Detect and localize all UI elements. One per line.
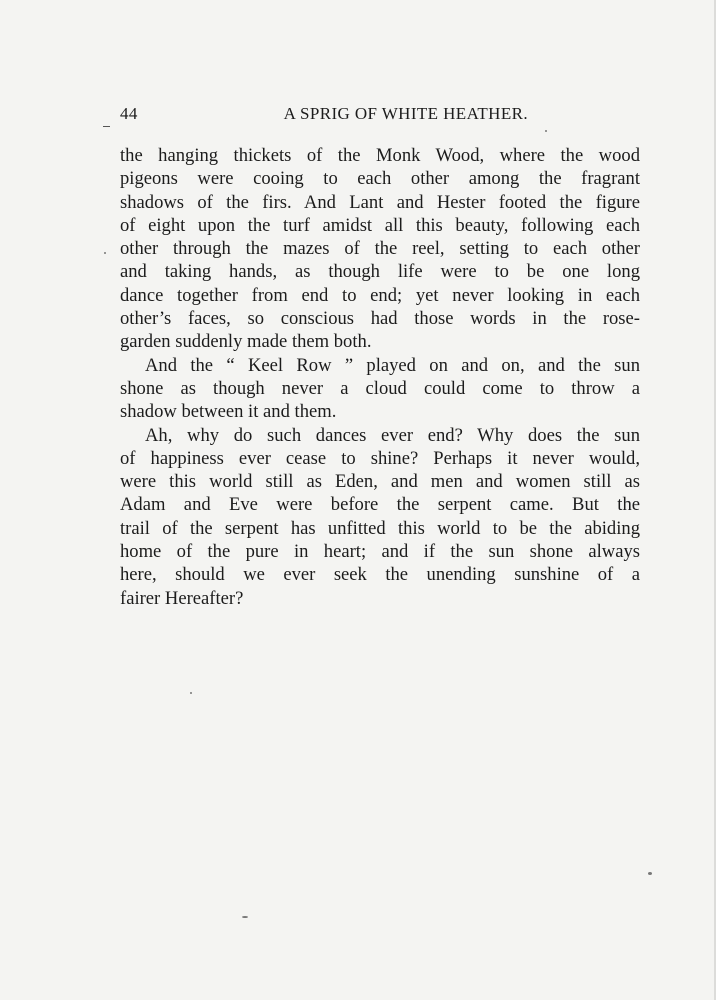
- text-line: pigeons were cooing to each other among the fragrant: [120, 168, 640, 190]
- running-head: [120, 104, 528, 128]
- text-line: garden suddenly made them both.: [120, 331, 372, 353]
- page-number: 44: [120, 104, 138, 123]
- text-line: of eight upon the turf amidst all this beauty, following each: [120, 214, 640, 236]
- text-line: other’s faces, so conscious had those words in the rose-: [120, 308, 640, 330]
- paragraph: [120, 424, 640, 610]
- text-line: dance together from end to end; yet never looking in each: [120, 284, 640, 306]
- paragraph: [120, 144, 640, 354]
- text-line: Ah, why do such dances ever end? Why does the sun: [145, 424, 640, 446]
- scan-speck: [190, 692, 192, 694]
- text-line: home of the pure in heart; and if the sun shone always: [120, 541, 640, 563]
- text-line: were this world still as Eden, and men and women still as: [120, 471, 640, 493]
- scan-speck: [648, 872, 652, 875]
- text-line: shadow between it and them.: [120, 401, 337, 423]
- text-line: And the “ Keel Row ” played on and on, and the sun: [145, 354, 640, 376]
- text-line: other through the mazes of the reel, setting to each other: [120, 238, 640, 260]
- text-line: shone as though never a cloud could come to throw a: [120, 377, 640, 399]
- text-line: here, should we ever seek the unending sunshine of a: [120, 564, 640, 586]
- scan-speck: [545, 130, 547, 132]
- text-line: trail of the serpent has unfitted this world to be the abiding: [120, 517, 640, 539]
- text-line: fairer Hereafter?: [120, 587, 244, 609]
- scan-speck: [104, 252, 106, 254]
- scan-speck: [242, 916, 248, 918]
- text-line: Adam and Eve were before the serpent came. But the: [120, 494, 640, 516]
- body-text: [120, 144, 640, 610]
- margin-mark: [103, 126, 110, 127]
- text-line: the hanging thickets of the Monk Wood, where the wood: [120, 145, 640, 166]
- running-title: A SPRIG OF WHITE HEATHER.: [283, 104, 528, 123]
- text-line: of happiness ever cease to shine? Perhaps it never would,: [120, 447, 640, 469]
- text-line: shadows of the firs. And Lant and Hester footed the figure: [120, 191, 640, 213]
- paragraph: [120, 354, 640, 424]
- text-line: and taking hands, as though life were to be one long: [120, 261, 640, 283]
